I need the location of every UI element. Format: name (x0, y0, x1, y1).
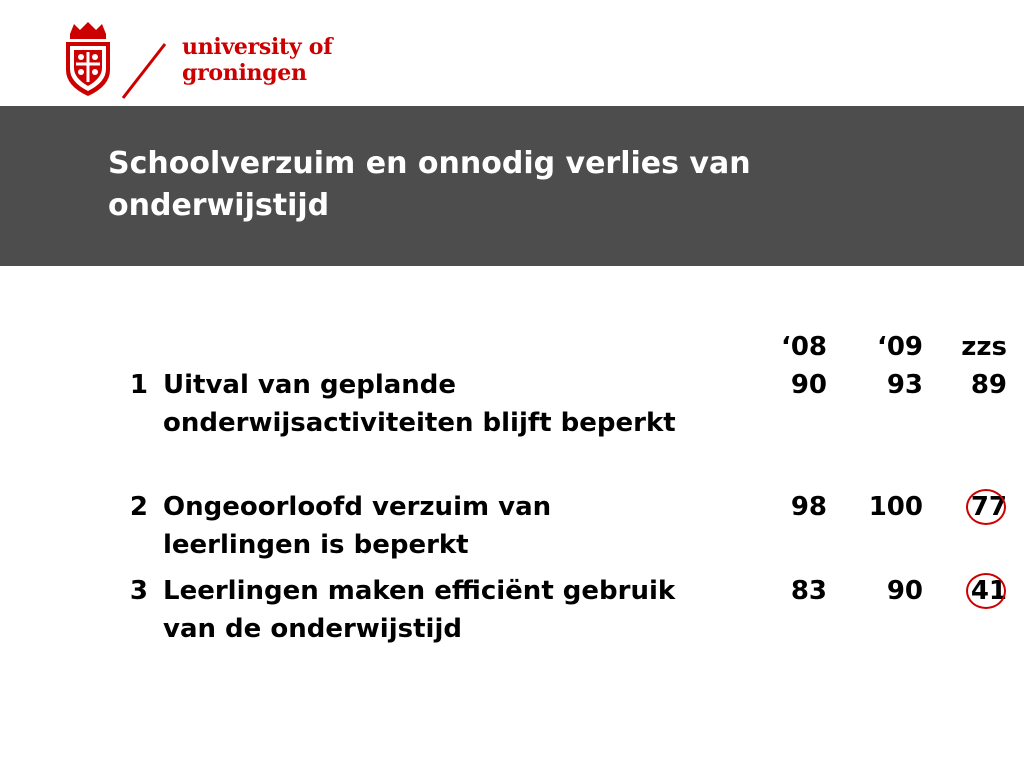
value-zzs (907, 572, 1007, 610)
table-row (0, 572, 1024, 656)
row-description: Uitval van geplande onderwijsactiviteiten blijft beperkt (163, 370, 676, 438)
value-09: 90 (886, 576, 923, 606)
value-08: 98 (790, 492, 827, 522)
university-name-line2: groningen (182, 60, 307, 86)
value-zzs (907, 488, 1007, 526)
logo-area (0, 0, 1024, 106)
table-header-row (0, 328, 1024, 366)
column-header-zzs: zzs (961, 332, 1007, 362)
value-zzs-text: 89 (970, 370, 1007, 400)
value-09: 100 (868, 492, 923, 522)
value-zzs-text: 41 (970, 576, 1007, 606)
value-zzs (907, 366, 1007, 404)
value-08: 83 (790, 576, 827, 606)
row-description: Ongeoorloofd verzuim van leerlingen is beperkt (163, 492, 552, 560)
table-row (0, 488, 1024, 572)
column-header-08: ‘08 (780, 332, 827, 362)
logo-divider-slash (118, 40, 170, 102)
row-number: 3 (129, 576, 148, 606)
university-name (182, 34, 332, 86)
university-crest-icon (62, 20, 114, 98)
university-name-line1: university of (182, 34, 333, 60)
table-row (0, 366, 1024, 488)
row-description: Leerlingen maken efficiënt gebruik van de onderwijstijd (163, 576, 676, 644)
value-08: 90 (790, 370, 827, 400)
score-table (0, 328, 1024, 656)
row-number: 1 (129, 370, 148, 400)
row-number: 2 (129, 492, 148, 522)
slide-title: Schoolverzuim en onnodig verlies van onderwijstijd (108, 146, 751, 223)
value-zzs-text: 77 (970, 492, 1007, 522)
column-header-09: ‘09 (876, 332, 923, 362)
value-09: 93 (886, 370, 923, 400)
